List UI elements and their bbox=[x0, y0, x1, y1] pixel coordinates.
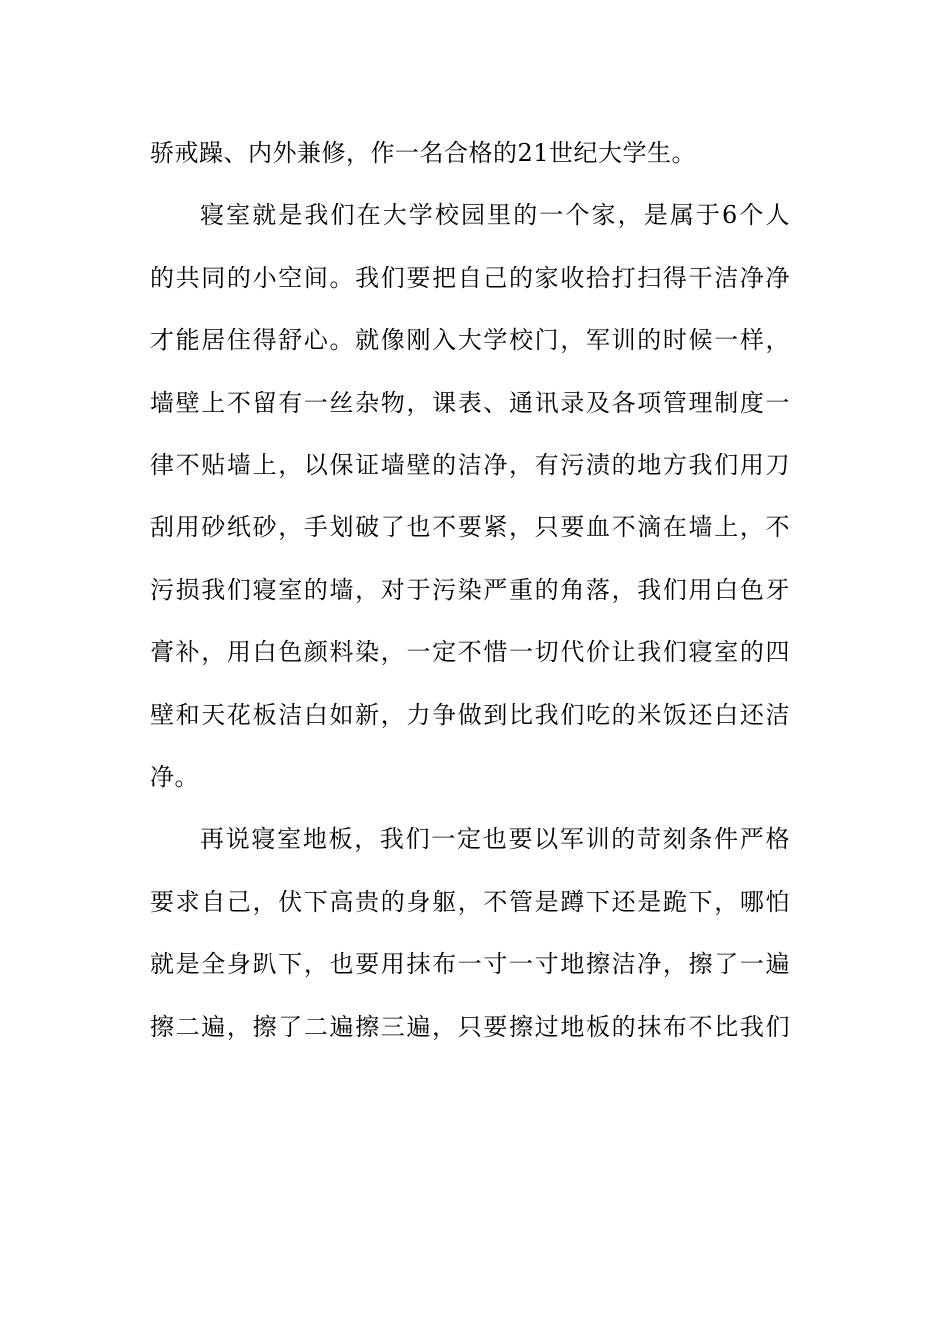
text-line: 污损我们寝室的墙，对于污染严重的角落，我们用白色牙 bbox=[150, 575, 790, 604]
text-line: 骄戒躁、内外兼修，作一名合格的21世纪大学生。 bbox=[150, 139, 697, 167]
text-line: 的共同的小空间。我们要把自己的家收拾打扫得干洁净净 bbox=[150, 263, 790, 292]
text-line: 就是全身趴下，也要用抹布一寸一寸地擦洁净，擦了一遍 bbox=[150, 950, 790, 979]
text-line: 擦二遍，擦了二遍擦三遍，只要擦过地板的抹布不比我们 bbox=[150, 1012, 790, 1041]
paragraph-2 bbox=[150, 184, 790, 808]
document-body bbox=[150, 122, 790, 1058]
text-line: 壁和天花板洁白如新，力争做到比我们吃的米饭还白还洁 bbox=[150, 700, 790, 729]
paragraph-1 bbox=[150, 122, 790, 184]
text-line: 要求自己，伏下高贵的身躯，不管是蹲下还是跪下，哪怕 bbox=[150, 887, 790, 916]
text-line: 律不贴墙上，以保证墙壁的洁净，有污渍的地方我们用刀 bbox=[150, 451, 790, 480]
text-line: 才能居住得舒心。就像刚入大学校门，军训的时候一样， bbox=[150, 326, 790, 355]
text-line: 再说寝室地板，我们一定也要以军训的苛刻条件严格 bbox=[200, 825, 790, 854]
text-line: 刮用砂纸砂，手划破了也不要紧，只要血不滴在墙上，不 bbox=[150, 513, 790, 542]
text-line: 膏补，用白色颜料染，一定不惜一切代价让我们寝室的四 bbox=[150, 638, 790, 667]
text-line: 寝室就是我们在大学校园里的一个家，是属于6个人 bbox=[200, 201, 790, 230]
paragraph-3 bbox=[150, 808, 790, 1058]
text-line: 净。 bbox=[150, 763, 199, 792]
text-line: 墙壁上不留有一丝杂物，课表、通讯录及各项管理制度一 bbox=[150, 388, 790, 417]
